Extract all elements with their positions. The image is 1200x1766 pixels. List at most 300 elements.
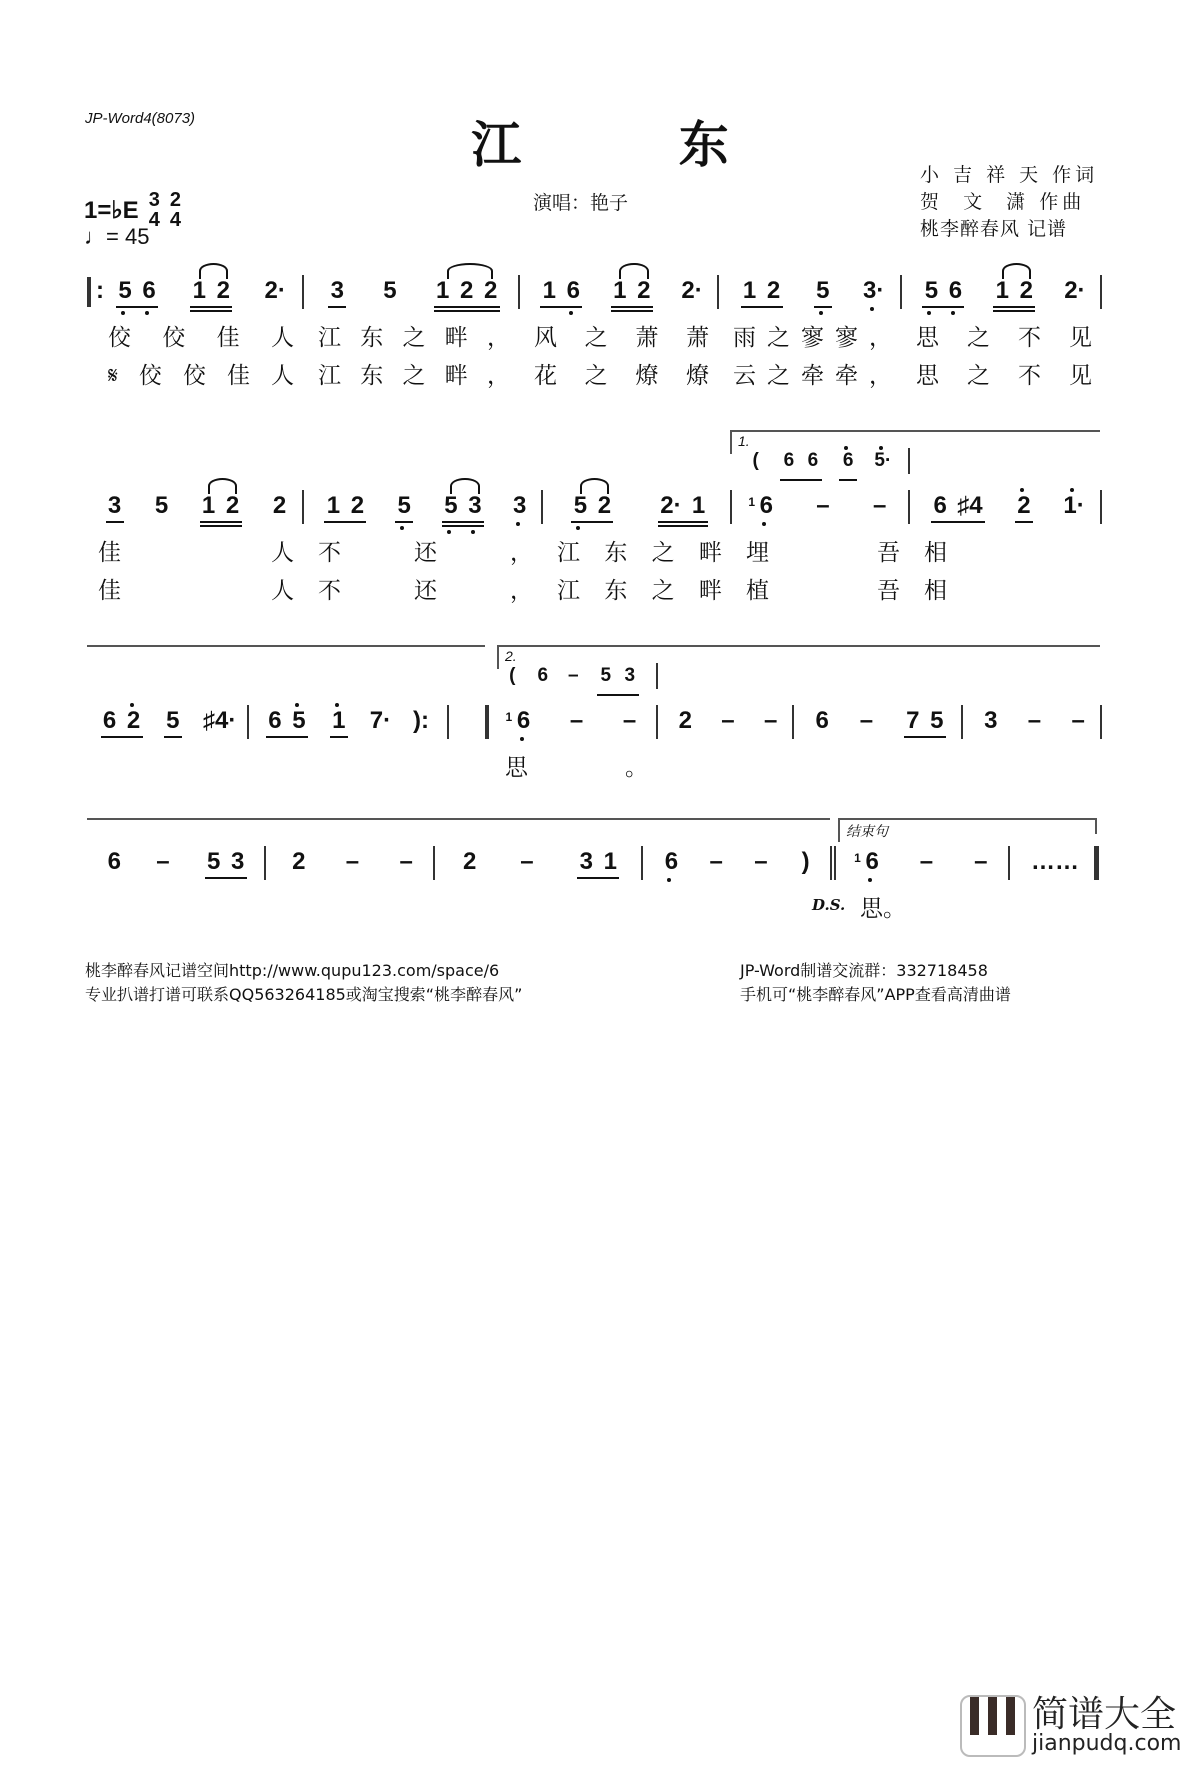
note: 6	[664, 848, 678, 876]
beam-group	[164, 707, 182, 735]
volta-bracket	[838, 818, 1097, 820]
underline	[597, 694, 639, 696]
note: 2	[350, 492, 365, 519]
underline	[571, 521, 613, 523]
measure	[738, 492, 908, 520]
barline	[961, 705, 963, 739]
beam-group	[330, 707, 348, 735]
dot-low-octave	[667, 878, 671, 882]
measure	[969, 707, 1100, 735]
note: 3	[330, 277, 344, 304]
note: –	[520, 848, 534, 875]
barline	[908, 448, 910, 474]
note: 6 1	[865, 848, 879, 876]
underline	[434, 310, 500, 312]
note: 1	[613, 277, 627, 304]
lyric-segment: 江东之畔	[557, 578, 722, 604]
time-den: 4	[169, 209, 181, 231]
note: –	[567, 665, 579, 686]
measure	[916, 492, 1100, 520]
barline	[518, 275, 520, 309]
note: 3	[624, 665, 636, 686]
barline	[730, 490, 732, 524]
underline	[540, 306, 582, 308]
underline	[904, 736, 946, 738]
measure	[90, 707, 247, 735]
slur	[450, 478, 479, 494]
time-signature	[170, 190, 181, 230]
note: 1	[995, 277, 1009, 304]
note: 5·	[874, 450, 891, 472]
dot-low-octave	[516, 522, 520, 526]
note: 2	[272, 492, 287, 519]
underline	[931, 521, 984, 523]
underline	[658, 521, 707, 523]
barline	[656, 705, 658, 739]
time-num: 3	[148, 189, 160, 211]
underline	[116, 306, 158, 308]
note: (	[752, 450, 759, 471]
note: 2	[483, 277, 498, 304]
underline	[814, 306, 832, 308]
note: 6	[107, 848, 121, 875]
beam-group	[101, 707, 143, 735]
note: 5	[573, 492, 587, 520]
volta-line	[87, 645, 485, 647]
watermark-logo	[960, 1695, 1181, 1757]
dot-high-octave	[295, 703, 299, 707]
volta-label: 1.	[738, 433, 750, 449]
note: 2	[225, 492, 240, 519]
lyric-segment: 植吾	[746, 578, 900, 604]
note: 5	[397, 492, 411, 520]
barline	[1100, 275, 1102, 309]
underline	[434, 306, 500, 308]
measure	[845, 848, 1008, 876]
note: –	[399, 848, 413, 875]
lyric-segment: 相	[924, 578, 947, 604]
note: –	[709, 848, 723, 875]
beam-group	[993, 277, 1035, 305]
measure	[272, 848, 433, 876]
note: 6	[268, 707, 282, 734]
note: 1	[435, 277, 450, 304]
slur	[199, 263, 228, 279]
beam-group	[839, 450, 857, 472]
note: 6	[783, 450, 795, 471]
note: –	[919, 848, 934, 875]
volta-bracket-tick	[1095, 818, 1097, 834]
underline	[993, 310, 1035, 312]
lyric-segment: 思之不见	[916, 325, 1092, 351]
lyric-segment: 云之牵牵，	[733, 363, 892, 389]
note: –	[569, 707, 584, 734]
measure	[100, 277, 302, 305]
measure	[800, 707, 961, 735]
underline	[330, 736, 348, 738]
barline	[433, 846, 435, 880]
beam-group	[931, 492, 984, 520]
lyric-segment: 佼佼佳人	[108, 325, 294, 351]
note: 1	[326, 492, 341, 519]
note: 3	[984, 707, 998, 734]
volta-alt-notes	[497, 665, 647, 687]
beam-group	[1015, 492, 1033, 520]
underline	[839, 479, 857, 481]
footer-left-1: 桃李醉春风记谱空间http://www.qupu123.com/space/6	[85, 961, 500, 980]
beam-group	[328, 277, 346, 305]
note: –	[1071, 707, 1085, 734]
lyric-segment: 江东之畔，	[318, 363, 510, 389]
note: 2·	[1064, 277, 1086, 304]
underline	[101, 736, 143, 738]
note: ♯4·	[203, 707, 237, 734]
lyricist-credit: 小 吉 祥 天 作词	[920, 164, 1099, 186]
measure	[526, 277, 717, 305]
beam-group	[741, 277, 783, 305]
note: 2	[637, 277, 651, 304]
volta-line	[87, 818, 830, 820]
beam-group	[922, 277, 964, 305]
dot-high-octave	[335, 703, 339, 707]
note: 6	[102, 707, 117, 734]
note: 7	[906, 707, 920, 734]
lyric-segment: 佳人	[98, 578, 294, 604]
volta-label: 结束句	[846, 823, 888, 839]
underline	[658, 525, 707, 527]
note: 2	[678, 707, 692, 734]
beam-group	[116, 277, 158, 305]
note: –	[156, 848, 170, 875]
composer-credit: 贺 文 潇 作曲	[920, 191, 1086, 213]
note: 6	[841, 450, 855, 472]
note: 2	[462, 848, 477, 875]
transcriber-credit: 桃李醉春风 记谱	[920, 218, 1068, 240]
note: 2	[292, 848, 306, 875]
note: 6	[933, 492, 947, 519]
lyric-segment: 埋吾	[746, 540, 900, 566]
note: 1·	[1063, 492, 1084, 520]
underline	[106, 521, 124, 523]
note: 1	[603, 848, 617, 875]
note: –	[859, 707, 874, 734]
note: –	[1027, 707, 1042, 734]
note: 1	[201, 492, 216, 519]
lyric-char: 思。	[860, 896, 906, 922]
note: 5	[118, 277, 132, 305]
note: 3	[230, 848, 245, 875]
slur	[208, 478, 237, 494]
beam-group	[597, 665, 639, 687]
lyric-segment: 𝄋佼佼佳人	[108, 363, 294, 389]
note: 2·	[660, 492, 682, 519]
dot-low-octave	[145, 311, 149, 315]
underline	[205, 877, 247, 879]
lyric-segment: 佳人	[98, 540, 294, 566]
note: 5	[206, 848, 221, 875]
underline	[922, 306, 964, 308]
underline	[190, 306, 232, 308]
grace-note: 1	[854, 851, 861, 865]
dot-low-octave	[951, 311, 955, 315]
beam-group	[442, 492, 484, 520]
note: 6 1	[759, 492, 773, 520]
barline	[1100, 705, 1102, 739]
note: 3	[579, 848, 593, 875]
note: 6	[566, 277, 580, 305]
volta-label: 2.	[505, 648, 517, 664]
note: 1	[192, 277, 206, 304]
barline	[792, 705, 794, 739]
measure	[90, 848, 264, 876]
lyric-segment: 思。	[505, 755, 648, 781]
underline	[1015, 521, 1033, 523]
measure	[1016, 848, 1094, 876]
dot-high-octave	[130, 703, 134, 707]
volta-bracket	[730, 430, 1100, 432]
note: 5	[166, 707, 180, 734]
volta-bracket-tick	[497, 645, 499, 669]
dot-high-octave	[879, 446, 883, 450]
beam-group	[571, 492, 613, 520]
note: –	[763, 707, 778, 734]
note: 1	[691, 492, 706, 519]
note: 6	[142, 277, 156, 305]
beam-group	[205, 848, 247, 876]
dot-low-octave	[400, 526, 404, 530]
software-label: JP-Word4(8073)	[85, 110, 196, 127]
dot-low-octave	[121, 311, 125, 315]
repeat-end-barline	[485, 705, 489, 739]
underline	[577, 877, 619, 879]
note: 6	[537, 665, 549, 686]
beam-group	[395, 492, 413, 520]
note: 5	[816, 277, 830, 305]
footer-right-2: 手机可“桃李醉春风”APP查看高清曲谱	[740, 985, 1011, 1004]
watermark-cn: 简谱大全	[1032, 1694, 1177, 1735]
measure	[725, 277, 900, 305]
final-barline	[1094, 846, 1099, 880]
note: 1	[542, 277, 556, 304]
note: –	[622, 707, 637, 734]
tempo-marking: ♩= 45	[84, 224, 150, 249]
time-num: 2	[169, 189, 181, 211]
note: ♯4	[957, 492, 983, 519]
note: 5	[444, 492, 458, 520]
barline	[717, 275, 719, 309]
note: 5	[154, 492, 169, 519]
underline	[200, 521, 242, 523]
note: 6 1	[517, 707, 531, 735]
beam-group	[814, 277, 832, 305]
beam-group	[324, 492, 366, 520]
dot-high-octave	[844, 446, 848, 450]
barline	[900, 275, 902, 309]
underline	[190, 310, 232, 312]
key-label: 1=♭E	[84, 196, 139, 224]
volta-bracket-tick	[730, 430, 732, 454]
dot-low-octave	[762, 522, 766, 526]
barline	[302, 275, 304, 309]
song-title: 江 东	[471, 115, 799, 174]
note: 5	[924, 277, 938, 305]
underline	[780, 479, 822, 481]
underline	[200, 525, 242, 527]
singer-credit: 演唱：艳子	[533, 192, 629, 214]
measure	[908, 277, 1100, 305]
lyric-segment: 江东之畔，	[318, 325, 510, 351]
dot-low-octave	[868, 878, 872, 882]
lyric-segment: 江东之畔	[557, 540, 722, 566]
note: –	[754, 848, 768, 875]
lyric-segment: 思之不见	[916, 363, 1092, 389]
underline	[266, 736, 308, 738]
note: 2	[459, 277, 474, 304]
underline	[741, 306, 783, 308]
watermark-en: jianpudq.com	[1032, 1731, 1182, 1756]
lyric-segment: 花之燎燎	[534, 363, 709, 389]
beam-group	[434, 277, 500, 305]
note: 1	[742, 277, 757, 304]
grace-note: 1	[748, 495, 756, 509]
note: –	[872, 492, 887, 519]
note: 2	[216, 277, 230, 304]
time-signature	[149, 190, 160, 230]
underline	[442, 521, 484, 523]
lyric-segment: 风之萧萧	[534, 325, 709, 351]
barline	[541, 490, 543, 524]
dot-low-octave	[520, 737, 524, 741]
note: –	[974, 848, 988, 875]
underline	[324, 521, 366, 523]
note: 6	[948, 277, 962, 305]
measure	[441, 848, 641, 876]
beam-group	[540, 277, 582, 305]
barline	[264, 846, 266, 880]
slur	[580, 478, 609, 494]
underline	[611, 310, 653, 312]
note: 1	[332, 707, 346, 735]
dot-low-octave	[927, 311, 931, 315]
beam-group	[106, 492, 124, 520]
time-den: 4	[148, 209, 160, 231]
dot-low-octave	[870, 307, 874, 311]
volta-bracket	[497, 645, 1100, 647]
underline	[395, 521, 413, 523]
note: 2·	[681, 277, 703, 304]
note: 2	[1017, 492, 1031, 520]
measure	[310, 492, 541, 520]
note: 5	[383, 277, 397, 304]
note: 2	[1019, 277, 1033, 304]
beam-group	[190, 277, 232, 305]
double-barline	[830, 846, 832, 880]
measure	[664, 707, 792, 735]
note: 2·	[264, 277, 286, 304]
barline	[641, 846, 643, 880]
beam-group	[200, 492, 242, 520]
repeat-colon: :	[96, 277, 104, 304]
note: 5	[930, 707, 944, 734]
dot-low-octave	[819, 311, 823, 315]
underline	[164, 736, 182, 738]
lyric-segment: 相	[924, 540, 947, 566]
note: (	[509, 665, 516, 686]
measure	[549, 492, 730, 520]
ds-marking: D.S.	[812, 896, 846, 914]
note: 3·	[863, 277, 884, 305]
beam-group	[577, 848, 619, 876]
beam-group	[266, 707, 308, 735]
note: 3	[107, 492, 122, 519]
note: 2	[127, 707, 141, 735]
barline	[1100, 490, 1102, 524]
barline	[247, 705, 249, 739]
barline	[656, 663, 658, 689]
volta-bracket-tick	[838, 818, 840, 842]
note: 6	[815, 707, 829, 734]
barline	[302, 490, 304, 524]
footer-left-2: 专业扒谱打谱可联系QQ563264185或淘宝搜索“桃李醉春风”	[85, 985, 523, 1004]
underline	[611, 306, 653, 308]
lyric-segment: 雨之寥寥，	[733, 325, 892, 351]
note: 5	[292, 707, 306, 735]
note: –	[816, 492, 830, 519]
note: )	[801, 848, 810, 875]
footer-right-1: JP-Word制谱交流群：332718458	[740, 961, 988, 980]
note: –	[345, 848, 360, 875]
slur	[619, 263, 648, 279]
measure	[255, 707, 440, 735]
note: ):	[413, 707, 429, 734]
note: ……	[1031, 848, 1079, 875]
beam-group	[611, 277, 653, 305]
note: 2	[766, 277, 781, 304]
slur	[1002, 263, 1031, 279]
underline	[442, 525, 484, 527]
repeat-start-barline	[87, 277, 91, 307]
note: 6	[807, 450, 819, 471]
note: 7·	[369, 707, 392, 734]
underline	[328, 306, 346, 308]
volta-alt-notes	[740, 450, 900, 472]
grace-note: 1	[505, 710, 513, 724]
note: 5	[600, 665, 612, 686]
underline	[993, 306, 1035, 308]
barline	[447, 705, 449, 739]
beam-group	[780, 450, 822, 472]
note: 3	[513, 492, 527, 520]
dot-high-octave	[1070, 488, 1074, 492]
lyric-segment: 不还，	[318, 578, 533, 604]
note: 2	[597, 492, 612, 519]
note: 3	[468, 492, 482, 520]
slur	[447, 263, 493, 279]
barline	[908, 490, 910, 524]
barline	[1008, 846, 1010, 880]
dot-low-octave	[576, 526, 580, 530]
lyric-segment: 不还，	[318, 540, 533, 566]
measure	[90, 492, 302, 520]
measure	[310, 277, 518, 305]
dot-high-octave	[1020, 488, 1024, 492]
dot-low-octave	[569, 311, 573, 315]
measure	[497, 707, 656, 735]
beam-group	[658, 492, 707, 520]
note: –	[721, 707, 735, 734]
piano-keys-icon	[960, 1695, 1026, 1757]
beam-group	[904, 707, 946, 735]
